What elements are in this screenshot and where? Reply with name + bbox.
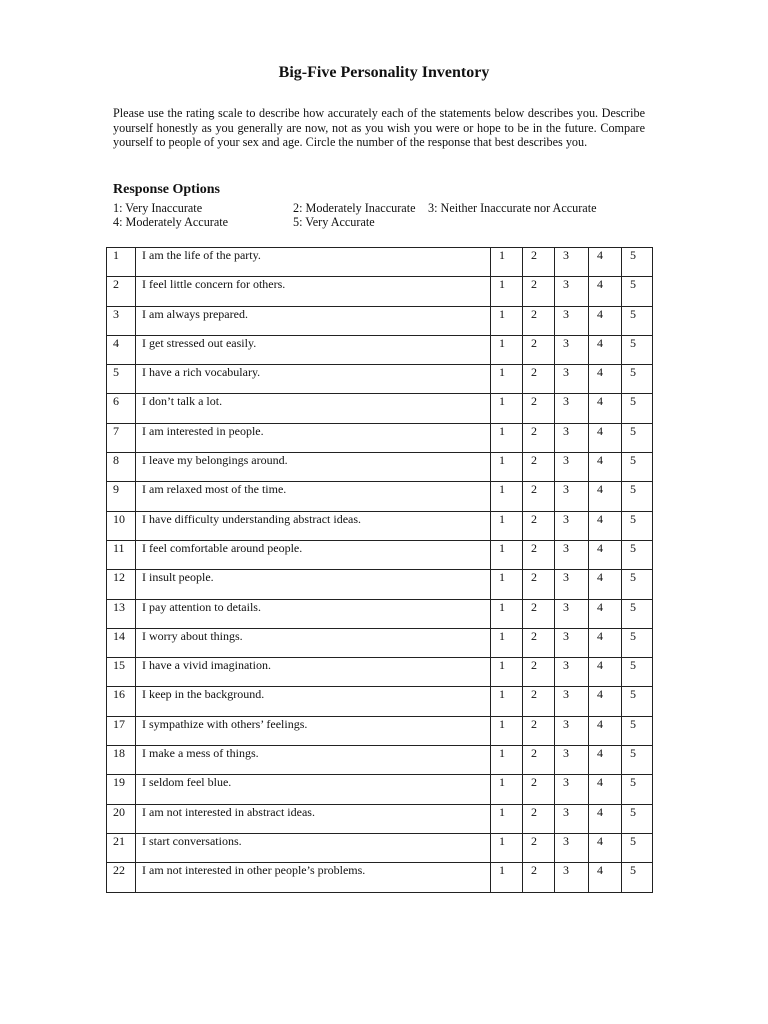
rating-option-3[interactable]: 3	[555, 248, 589, 277]
rating-option-3[interactable]: 3	[555, 658, 589, 687]
table-row	[107, 248, 653, 277]
rating-option-5[interactable]: 5	[622, 833, 653, 862]
table-row	[107, 775, 653, 804]
item-number: 22	[107, 863, 136, 892]
item-number: 18	[107, 746, 136, 775]
rating-option-5[interactable]: 5	[622, 365, 653, 394]
rating-option-3[interactable]: 3	[555, 335, 589, 364]
rating-option-3[interactable]: 3	[555, 775, 589, 804]
table-row	[107, 833, 653, 862]
rating-option-3[interactable]: 3	[555, 511, 589, 540]
rating-option-5[interactable]: 5	[622, 863, 653, 892]
table-row	[107, 628, 653, 657]
rating-option-2[interactable]: 2	[523, 599, 555, 628]
rating-option-5[interactable]: 5	[622, 335, 653, 364]
item-number: 10	[107, 511, 136, 540]
item-number: 11	[107, 540, 136, 569]
rating-option-1[interactable]: 1	[491, 335, 523, 364]
rating-option-4[interactable]: 4	[589, 248, 622, 277]
rating-option-1[interactable]: 1	[491, 540, 523, 569]
rating-option-4[interactable]: 4	[589, 423, 622, 452]
item-number: 1	[107, 248, 136, 277]
rating-option-3[interactable]: 3	[555, 277, 589, 306]
rating-option-4[interactable]: 4	[589, 716, 622, 745]
item-statement: I am not interested in abstract ideas.	[136, 804, 491, 833]
rating-option-5[interactable]: 5	[622, 453, 653, 482]
table-row	[107, 511, 653, 540]
response-option-2: 2: Moderately Inaccurate	[293, 201, 416, 215]
rating-option-2[interactable]: 2	[523, 540, 555, 569]
table-row	[107, 716, 653, 745]
response-option-1: 1: Very Inaccurate	[113, 201, 203, 215]
rating-option-5[interactable]: 5	[622, 394, 653, 423]
table-row	[107, 365, 653, 394]
rating-option-4[interactable]: 4	[589, 746, 622, 775]
rating-option-2[interactable]: 2	[523, 775, 555, 804]
item-number: 4	[107, 335, 136, 364]
item-statement: I don’t talk a lot.	[136, 394, 491, 423]
item-statement: I am always prepared.	[136, 306, 491, 335]
rating-option-5[interactable]: 5	[622, 306, 653, 335]
rating-option-1[interactable]: 1	[491, 746, 523, 775]
rating-option-4[interactable]: 4	[589, 804, 622, 833]
item-statement: I sympathize with others’ feelings.	[136, 716, 491, 745]
rating-option-4[interactable]: 4	[589, 658, 622, 687]
rating-option-1[interactable]: 1	[491, 599, 523, 628]
item-statement: I pay attention to details.	[136, 599, 491, 628]
rating-option-5[interactable]: 5	[622, 628, 653, 657]
rating-option-2[interactable]: 2	[523, 804, 555, 833]
item-statement: I make a mess of things.	[136, 746, 491, 775]
table-row	[107, 804, 653, 833]
item-number: 21	[107, 833, 136, 862]
table-row	[107, 394, 653, 423]
rating-option-4[interactable]: 4	[589, 306, 622, 335]
response-option-5: 5: Very Accurate	[293, 215, 375, 229]
rating-option-3[interactable]: 3	[555, 863, 589, 892]
item-number: 2	[107, 277, 136, 306]
rating-option-2[interactable]: 2	[523, 365, 555, 394]
rating-option-2[interactable]: 2	[523, 570, 555, 599]
rating-option-1[interactable]: 1	[491, 833, 523, 862]
page-title: Big-Five Personality Inventory	[278, 64, 490, 81]
rating-option-3[interactable]: 3	[555, 746, 589, 775]
rating-option-5[interactable]: 5	[622, 687, 653, 716]
rating-option-3[interactable]: 3	[555, 716, 589, 745]
rating-option-5[interactable]: 5	[622, 511, 653, 540]
rating-option-4[interactable]: 4	[589, 394, 622, 423]
rating-option-4[interactable]: 4	[589, 599, 622, 628]
item-number: 3	[107, 306, 136, 335]
rating-option-2[interactable]: 2	[523, 687, 555, 716]
table-row	[107, 746, 653, 775]
table-row	[107, 423, 653, 452]
rating-option-1[interactable]: 1	[491, 570, 523, 599]
item-statement: I keep in the background.	[136, 687, 491, 716]
item-statement: I am not interested in other people’s problems.	[136, 863, 491, 892]
rating-option-2[interactable]: 2	[523, 511, 555, 540]
rating-option-2[interactable]: 2	[523, 716, 555, 745]
rating-option-3[interactable]: 3	[555, 628, 589, 657]
item-number: 16	[107, 687, 136, 716]
rating-option-1[interactable]: 1	[491, 658, 523, 687]
rating-option-4[interactable]: 4	[589, 277, 622, 306]
item-statement: I am relaxed most of the time.	[136, 482, 491, 511]
item-number: 8	[107, 453, 136, 482]
rating-option-5[interactable]: 5	[622, 540, 653, 569]
item-statement: I have difficulty understanding abstract ideas.	[136, 511, 491, 540]
inventory-table-body	[107, 248, 653, 893]
rating-option-2[interactable]: 2	[523, 482, 555, 511]
rating-option-1[interactable]: 1	[491, 423, 523, 452]
rating-option-3[interactable]: 3	[555, 687, 589, 716]
rating-option-1[interactable]: 1	[491, 306, 523, 335]
rating-option-1[interactable]: 1	[491, 365, 523, 394]
rating-option-5[interactable]: 5	[622, 804, 653, 833]
item-number: 12	[107, 570, 136, 599]
item-statement: I seldom feel blue.	[136, 775, 491, 804]
item-statement: I feel little concern for others.	[136, 277, 491, 306]
item-statement: I insult people.	[136, 570, 491, 599]
response-options-heading: Response Options	[113, 182, 220, 197]
rating-option-5[interactable]: 5	[622, 775, 653, 804]
table-row	[107, 687, 653, 716]
table-row	[107, 306, 653, 335]
rating-option-2[interactable]: 2	[523, 248, 555, 277]
rating-option-2[interactable]: 2	[523, 306, 555, 335]
item-number: 20	[107, 804, 136, 833]
rating-option-5[interactable]: 5	[622, 746, 653, 775]
rating-option-4[interactable]: 4	[589, 628, 622, 657]
rating-option-3[interactable]: 3	[555, 394, 589, 423]
rating-option-2[interactable]: 2	[523, 658, 555, 687]
table-row	[107, 570, 653, 599]
rating-option-5[interactable]: 5	[622, 482, 653, 511]
rating-option-4[interactable]: 4	[589, 482, 622, 511]
item-number: 14	[107, 628, 136, 657]
rating-option-1[interactable]: 1	[491, 628, 523, 657]
rating-option-3[interactable]: 3	[555, 423, 589, 452]
rating-option-2[interactable]: 2	[523, 394, 555, 423]
item-statement: I start conversations.	[136, 833, 491, 862]
item-statement: I feel comfortable around people.	[136, 540, 491, 569]
rating-option-5[interactable]: 5	[622, 423, 653, 452]
response-option-4: 4: Moderately Accurate	[113, 215, 229, 229]
item-number: 7	[107, 423, 136, 452]
rating-option-4[interactable]: 4	[589, 863, 622, 892]
table-row	[107, 540, 653, 569]
rating-option-2[interactable]: 2	[523, 863, 555, 892]
item-statement: I worry about things.	[136, 628, 491, 657]
rating-option-4[interactable]: 4	[589, 453, 622, 482]
rating-option-2[interactable]: 2	[523, 746, 555, 775]
rating-option-3[interactable]: 3	[555, 306, 589, 335]
rating-option-4[interactable]: 4	[589, 540, 622, 569]
rating-option-1[interactable]: 1	[491, 687, 523, 716]
table-row	[107, 599, 653, 628]
rating-option-3[interactable]: 3	[555, 833, 589, 862]
item-statement: I am the life of the party.	[136, 248, 491, 277]
rating-option-1[interactable]: 1	[491, 863, 523, 892]
table-row	[107, 453, 653, 482]
item-statement: I have a vivid imagination.	[136, 658, 491, 687]
item-statement: I leave my belongings around.	[136, 453, 491, 482]
rating-option-5[interactable]: 5	[622, 248, 653, 277]
item-number: 9	[107, 482, 136, 511]
rating-option-1[interactable]: 1	[491, 453, 523, 482]
rating-option-1[interactable]: 1	[491, 804, 523, 833]
rating-option-5[interactable]: 5	[622, 277, 653, 306]
rating-option-1[interactable]: 1	[491, 248, 523, 277]
rating-option-4[interactable]: 4	[589, 365, 622, 394]
rating-option-4[interactable]: 4	[589, 570, 622, 599]
rating-option-3[interactable]: 3	[555, 804, 589, 833]
response-option-3: 3: Neither Inaccurate nor Accurate	[428, 201, 597, 215]
rating-option-4[interactable]: 4	[589, 335, 622, 364]
item-number: 13	[107, 599, 136, 628]
rating-option-3[interactable]: 3	[555, 540, 589, 569]
rating-option-2[interactable]: 2	[523, 453, 555, 482]
rating-option-5[interactable]: 5	[622, 658, 653, 687]
item-number: 5	[107, 365, 136, 394]
item-statement: I have a rich vocabulary.	[136, 365, 491, 394]
rating-option-1[interactable]: 1	[491, 775, 523, 804]
item-number: 15	[107, 658, 136, 687]
rating-option-1[interactable]: 1	[491, 277, 523, 306]
rating-option-1[interactable]: 1	[491, 482, 523, 511]
table-row	[107, 658, 653, 687]
item-statement: I get stressed out easily.	[136, 335, 491, 364]
rating-option-2[interactable]: 2	[523, 833, 555, 862]
rating-option-3[interactable]: 3	[555, 482, 589, 511]
rating-option-1[interactable]: 1	[491, 511, 523, 540]
rating-option-1[interactable]: 1	[491, 716, 523, 745]
item-statement: I am interested in people.	[136, 423, 491, 452]
item-number: 19	[107, 775, 136, 804]
rating-option-4[interactable]: 4	[589, 833, 622, 862]
rating-option-3[interactable]: 3	[555, 570, 589, 599]
rating-option-2[interactable]: 2	[523, 423, 555, 452]
item-number: 6	[107, 394, 136, 423]
rating-option-2[interactable]: 2	[523, 628, 555, 657]
item-number: 17	[107, 716, 136, 745]
table-row	[107, 277, 653, 306]
rating-option-5[interactable]: 5	[622, 599, 653, 628]
table-row	[107, 482, 653, 511]
rating-option-2[interactable]: 2	[523, 335, 555, 364]
rating-option-3[interactable]: 3	[555, 599, 589, 628]
rating-option-3[interactable]: 3	[555, 453, 589, 482]
rating-option-3[interactable]: 3	[555, 365, 589, 394]
table-row	[107, 335, 653, 364]
instructions-paragraph: Please use the rating scale to describe how accurately each of the statements below describes you. Describe yourself honestly as you generally are now, not as you wish you were or hope to be in the future. Compare yourself to people of your sex and age. Circle the number of the response that best describes you.	[113, 106, 645, 150]
rating-option-4[interactable]: 4	[589, 511, 622, 540]
rating-option-2[interactable]: 2	[523, 277, 555, 306]
rating-option-4[interactable]: 4	[589, 775, 622, 804]
rating-option-5[interactable]: 5	[622, 716, 653, 745]
rating-option-1[interactable]: 1	[491, 394, 523, 423]
inventory-table	[106, 247, 653, 893]
rating-option-4[interactable]: 4	[589, 687, 622, 716]
rating-option-5[interactable]: 5	[622, 570, 653, 599]
table-row	[107, 863, 653, 892]
